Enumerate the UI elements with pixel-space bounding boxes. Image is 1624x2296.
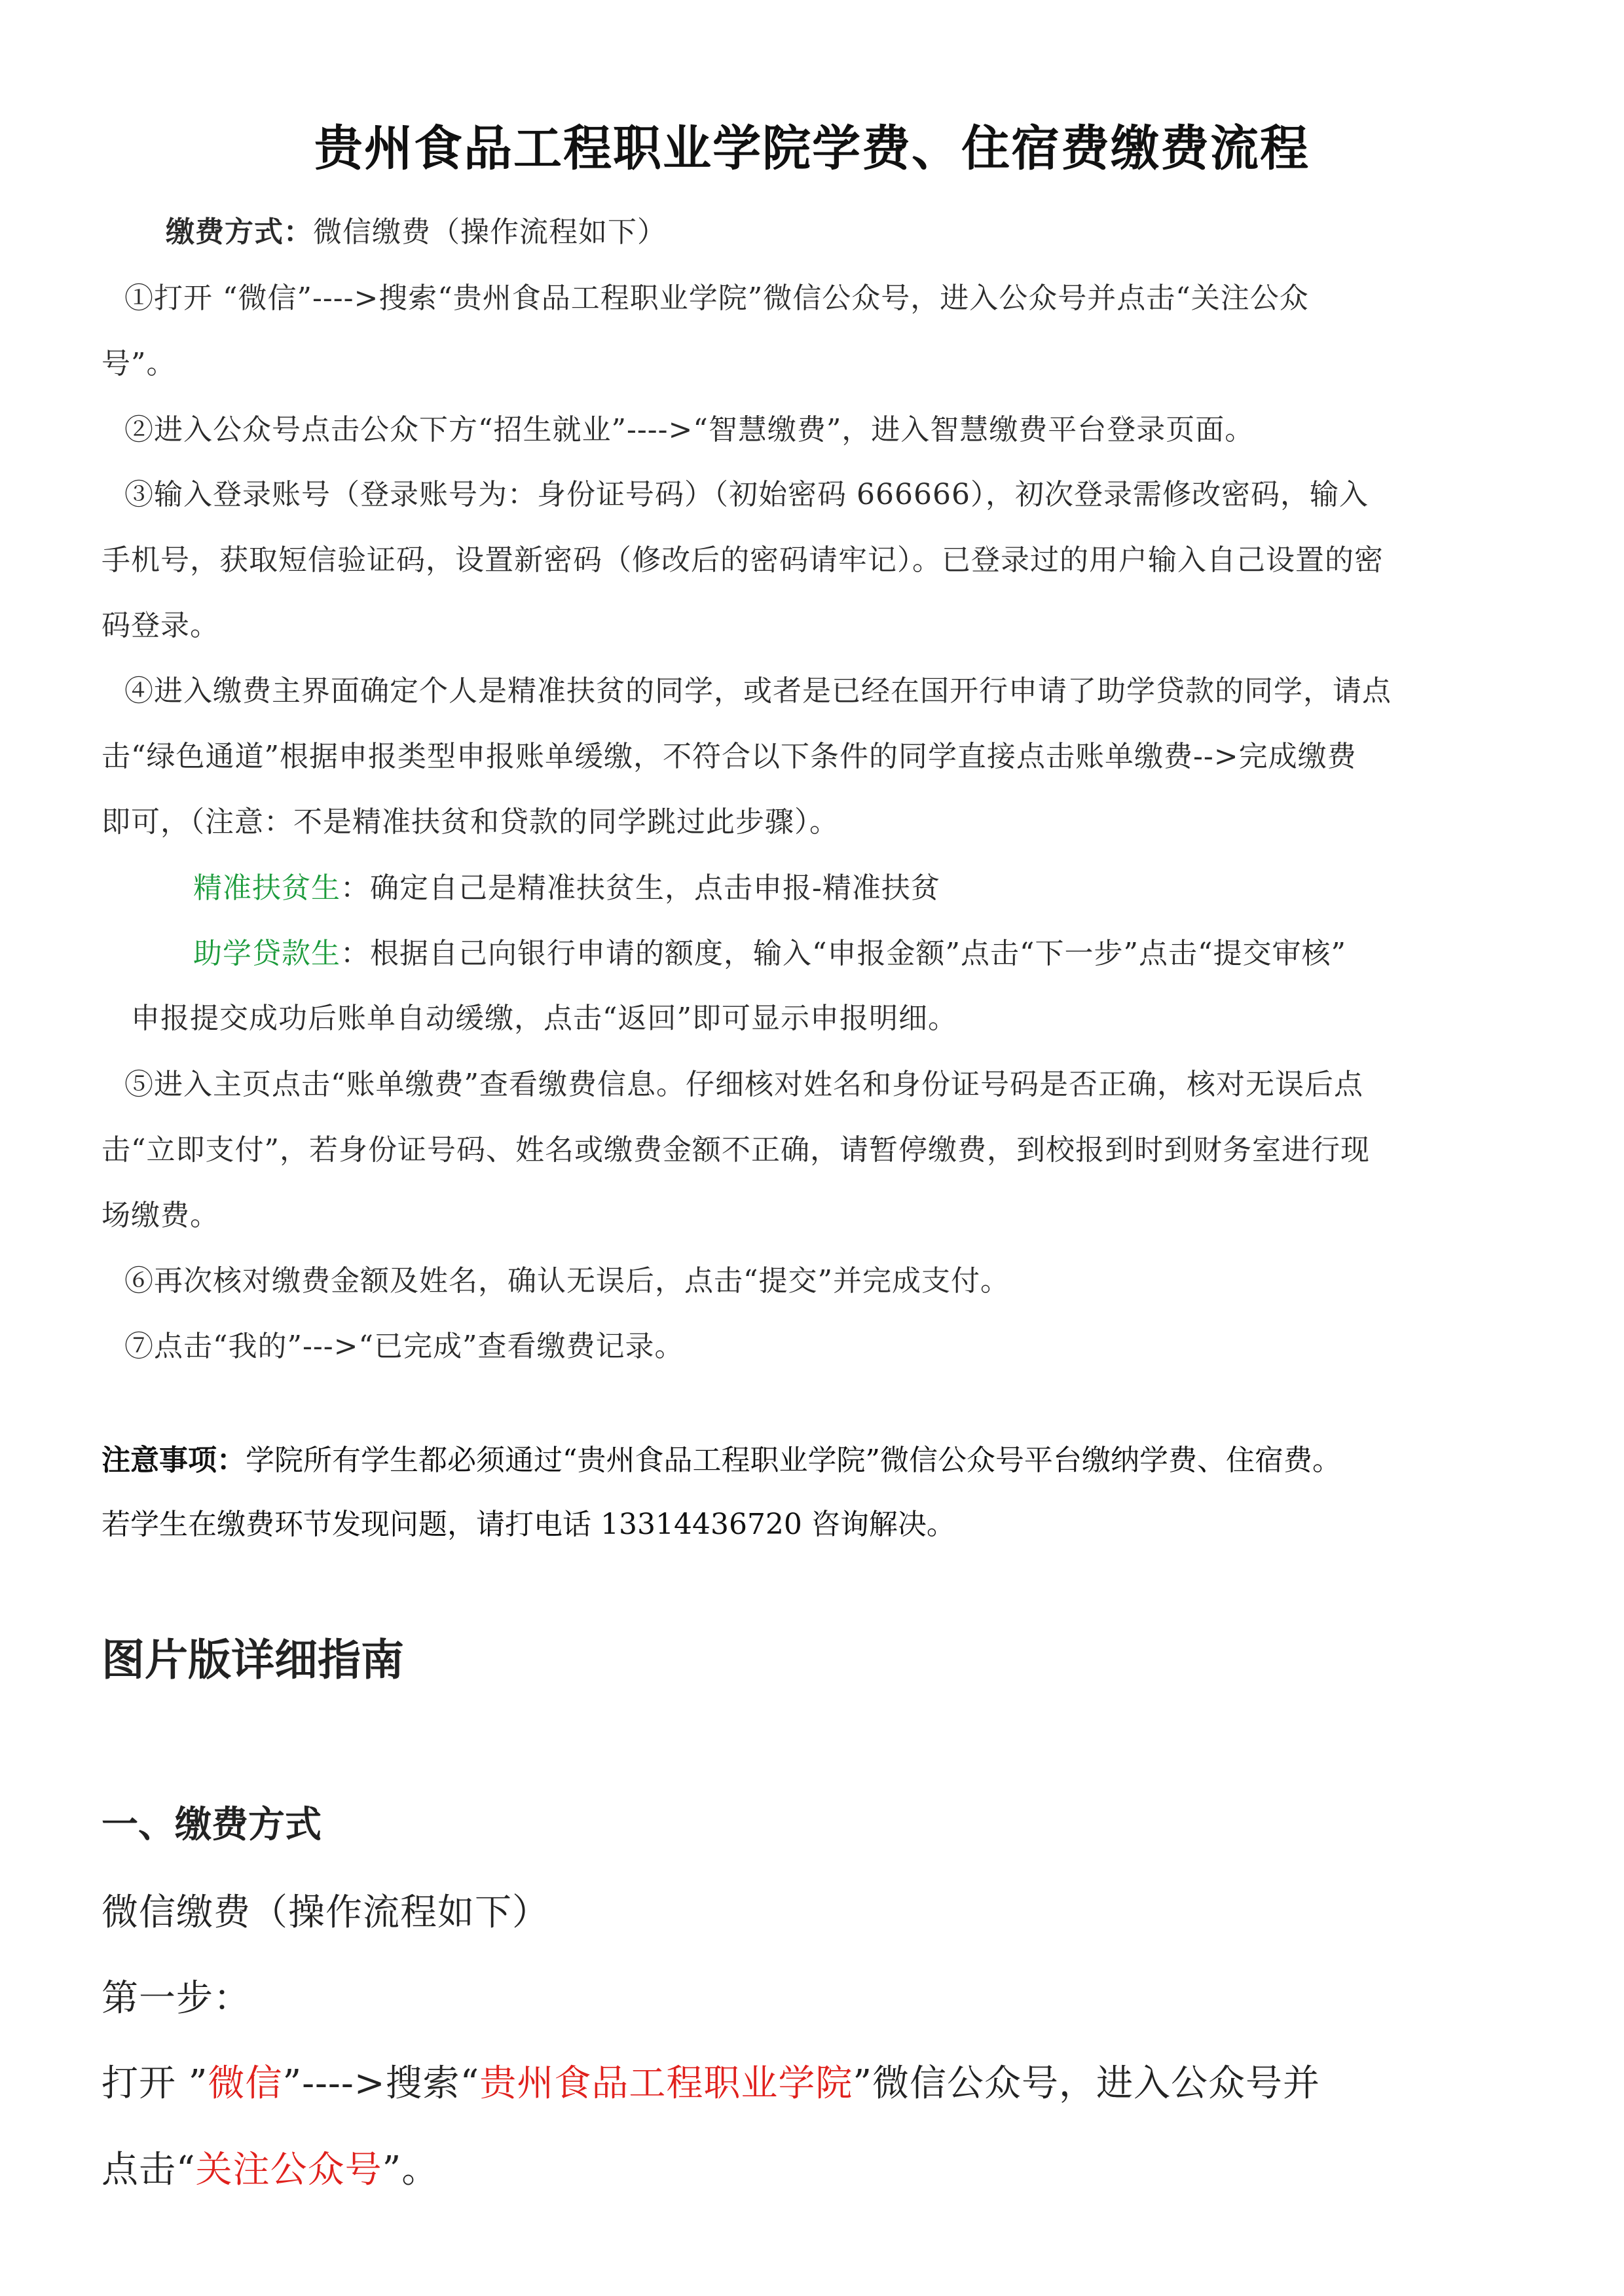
payment-method-line [166,208,667,250]
step-4-line-2: 击“绿色通道”根据申报类型申报账单缓缴，不符合以下条件的同学直接点击账单缴费-->完成缴费 [101,740,1357,773]
page-title: 贵州食品工程职业学院学费、住宿费缴费流程 [314,120,1310,177]
loan-student-text: ：根据自己向银行申请的额度，输入“申报金额”点击“下一步”点击“提交审核” [341,937,1346,970]
guide-text-open: 打开 ” [101,2062,208,2105]
guide-step-line-1 [101,2054,1320,2107]
notice-label: 注意事项： [101,1444,246,1477]
guide-text-enter: ”微信公众号，进入公众号并 [853,2062,1320,2105]
guide-method-text: 微信缴费（操作流程如下） [101,1891,549,1934]
poverty-student-line [193,864,940,906]
loan-student-line-2: 申报提交成功后账单自动缓缴，点击“返回”即可显示申报明细。 [131,1002,957,1035]
poverty-student-text: ：确定自己是精准扶贫生，点击申报-精准扶贫 [341,871,940,905]
step-2-line-1: ②进入公众号点击公众下方“招生就业”---->“智慧缴费”，进入智慧缴费平台登录页面。 [124,413,1255,446]
notice-line-2: 若学生在缴费环节发现问题，请打电话 13314436720 咨询解决。 [101,1508,955,1541]
loan-student-line [193,930,1346,972]
guide-step-line-2 [101,2141,439,2193]
step-7-line-1: ⑦点击“我的”--->“已完成”查看缴费记录。 [124,1330,684,1363]
step-one-label: 第一步： [101,1977,251,2020]
guide-text-school: 贵州食品工程职业学院 [479,2062,853,2105]
step-5-line-3: 场缴费。 [101,1199,219,1232]
step-5-line-2: 击“立即支付”，若身份证号码、姓名或缴费金额不正确，请暂停缴费，到校报到时到财务室进行现 [101,1133,1370,1167]
step-5-line-1: ⑤进入主页点击“账单缴费”查看缴费信息。仔细核对姓名和身份证号码是否正确，核对无误后点 [124,1068,1363,1101]
loan-student-label: 助学贷款生 [193,937,341,970]
step-4-line-3: 即可，（注意：不是精准扶贫和贷款的同学跳过此步骤）。 [101,805,839,839]
guide-text-wechat: 微信 [208,2062,283,2105]
step-3-line-1: ③输入登录账号（登录账号为：身份证号码）（初始密码 666666），初次登录需修改密码，输入 [124,478,1369,511]
notice-line-1 [101,1436,1341,1478]
step-1-line-1: ①打开 “微信”---->搜索“贵州食品工程职业学院”微信公众号，进入公众号并点击“关注公众 [124,282,1309,315]
payment-method-text: 微信缴费（操作流程如下） [313,215,667,249]
section-heading: 一、缴费方式 [101,1804,322,1846]
step-3-line-3: 码登录。 [101,609,219,642]
payment-method-label: 缴费方式： [166,215,313,249]
poverty-student-label: 精准扶贫生 [193,871,341,905]
notice-text-1: 学院所有学生都必须通过“贵州食品工程职业学院”微信公众号平台缴纳学费、住宿费。 [246,1444,1341,1477]
guide-text-follow: 关注公众号 [195,2149,382,2191]
guide-heading: 图片版详细指南 [101,1635,404,1685]
guide-text-end: ”。 [382,2149,439,2191]
step-6-line-1: ⑥再次核对缴费金额及姓名，确认无误后，点击“提交”并完成支付。 [124,1264,1010,1298]
guide-text-click: 点击“ [101,2149,196,2191]
step-1-line-2: 号”。 [101,347,176,380]
step-4-line-1: ④进入缴费主界面确定个人是精准扶贫的同学，或者是已经在国开行申请了助学贷款的同学，请点 [124,674,1392,708]
step-3-line-2: 手机号，获取短信验证码，设置新密码（修改后的密码请牢记）。已登录过的用户输入自己设置的密 [101,543,1384,577]
guide-text-search: ”---->搜索“ [282,2062,480,2105]
